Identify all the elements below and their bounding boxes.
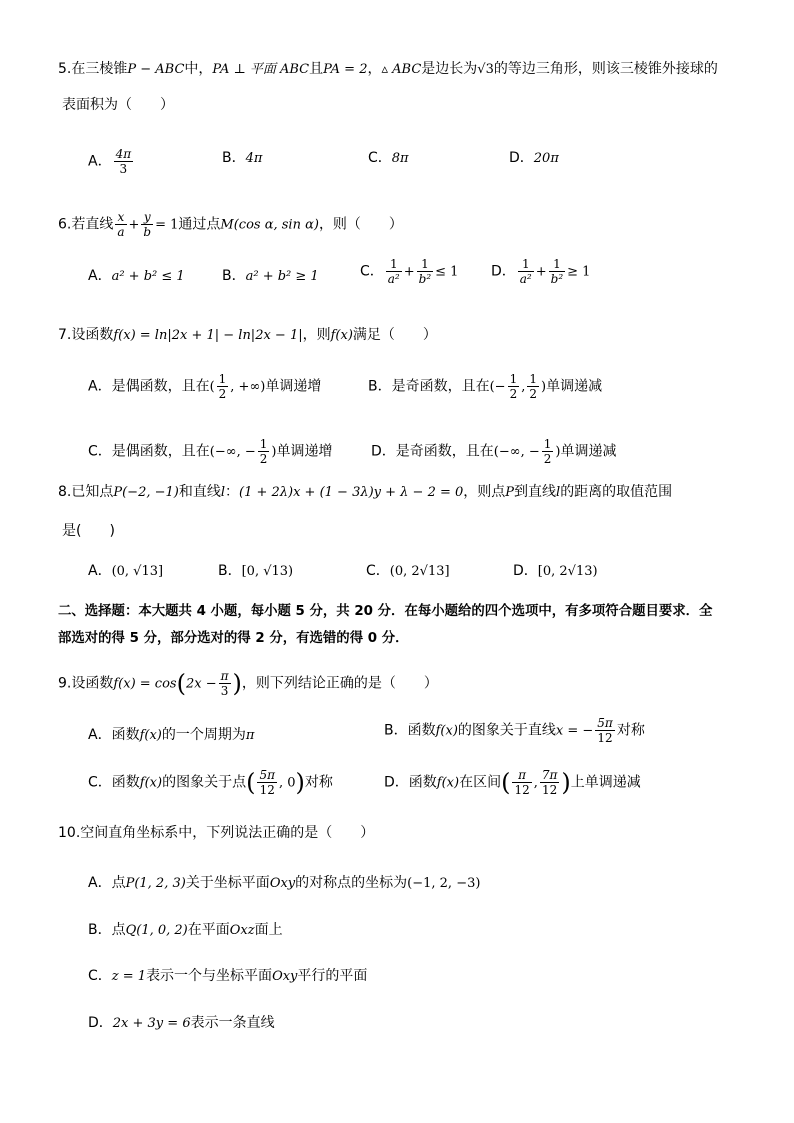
q5-option-a: A． $\frac{4\pi}{3}$ [88,147,132,176]
q10-option-c: C．z = 1表示一个与坐标平面Oxy平行的平面 [88,968,368,984]
q6-option-c: C． $\frac{1}{\text{a²}}$ + $\frac{1}{\text{b²}}$ ≤ 1 [360,257,459,286]
section2-heading-line2: 部选对的得 5 分，部分选对的得 2 分，有选错的得 0 分． [58,631,409,646]
q8-option-a: A．(0, √13] [88,563,164,579]
q10-option-b: B．点Q(1, 0, 2)在平面Oxz面上 [88,922,283,938]
q9-stem: 9.设函数f(x) = cos(2x − $\frac{\pi}{3}$ )，则下列结论正确的是（ ） [58,669,438,698]
q10-option-d: D．2x + 3y = 6表示一条直线 [88,1015,275,1031]
q6-option-b: B．a² + b² ≥ 1 [222,268,319,284]
q8-option-c: C．(0, 2√13] [366,563,450,579]
q5-option-d: D．20π [509,150,559,166]
q5-option-c: C．8π [368,150,409,166]
q10-option-a: A．点P(1, 2, 3)关于坐标平面Oxy的对称点的坐标为(−1, 2, −3) [88,875,481,891]
q7-option-b: B．是奇函数，且在(− $\frac{1}{2}$ , $\frac{1}{2}$ )单调递减 [368,372,603,401]
q8-stem: 8.已知点P(−2, −1)和直线l：(1 + 2λ)x + (1 − 3λ)y + λ − 2 = 0，则点P到直线l的距离的取值范围 [58,484,673,500]
q6-option-a: A．a² + b² ≤ 1 [88,268,185,284]
q5-stem-line2: 表面积为（ ） [62,97,174,113]
q6-stem: 6.若直线 $\frac{x}{a}$ + $\frac{y}{b}$ = 1通过点M(cos α, sin α)，则（ ） [58,210,403,239]
q8-option-d: D．[0, 2√13) [513,563,598,579]
section2-heading-line1: 二、选择题：本大题共 4 小题，每小题 5 分，共 20 分．在每小题给的四个选项中，有多项符合题目要求．全 [58,604,713,619]
q7-stem: 7.设函数f(x) = ln|2x + 1| − ln|2x − 1|，则f(x)满足（ ） [58,327,437,343]
q9-option-c: C．函数f(x)的图象关于点( $\frac{5\pi}{12}$ , 0)对称 [88,768,333,797]
q10-stem: 10.空间直角坐标系中，下列说法正确的是（ ） [58,825,375,841]
q9-option-d: D．函数f(x)在区间( $\frac{\pi}{12}$ , $\frac{7\pi}{12}$ )上单调递减 [384,768,641,797]
q9-option-b: B．函数f(x)的图象关于直线x = − $\frac{5\pi}{12}$ 对称 [384,716,645,745]
q8-stem-line2: 是( ) [62,523,115,539]
q8-option-b: B．[0, √13) [218,563,294,579]
q6-option-d: D． $\frac{1}{\text{a²}}$ + $\frac{1}{\text{b²}}$ ≥ 1 [491,257,591,286]
q5-option-b: B．4π [222,150,263,166]
q7-option-a: A．是偶函数，且在( $\frac{1}{2}$ , +∞)单调递增 [88,372,322,401]
q7-option-d: D．是奇函数，且在(−∞, − $\frac{1}{2}$ )单调递减 [371,437,617,466]
q7-option-c: C．是偶函数，且在(−∞, − $\frac{1}{2}$ )单调递增 [88,437,333,466]
q9-option-a: A．函数f(x)的一个周期为π [88,727,255,743]
q5-stem: 5.在三棱锥P − ABC中，PA ⊥ 平面 ABC且PA = 2，▵ ABC是边长为√3的等边三角形，则该三棱锥外接球的 [58,61,718,77]
